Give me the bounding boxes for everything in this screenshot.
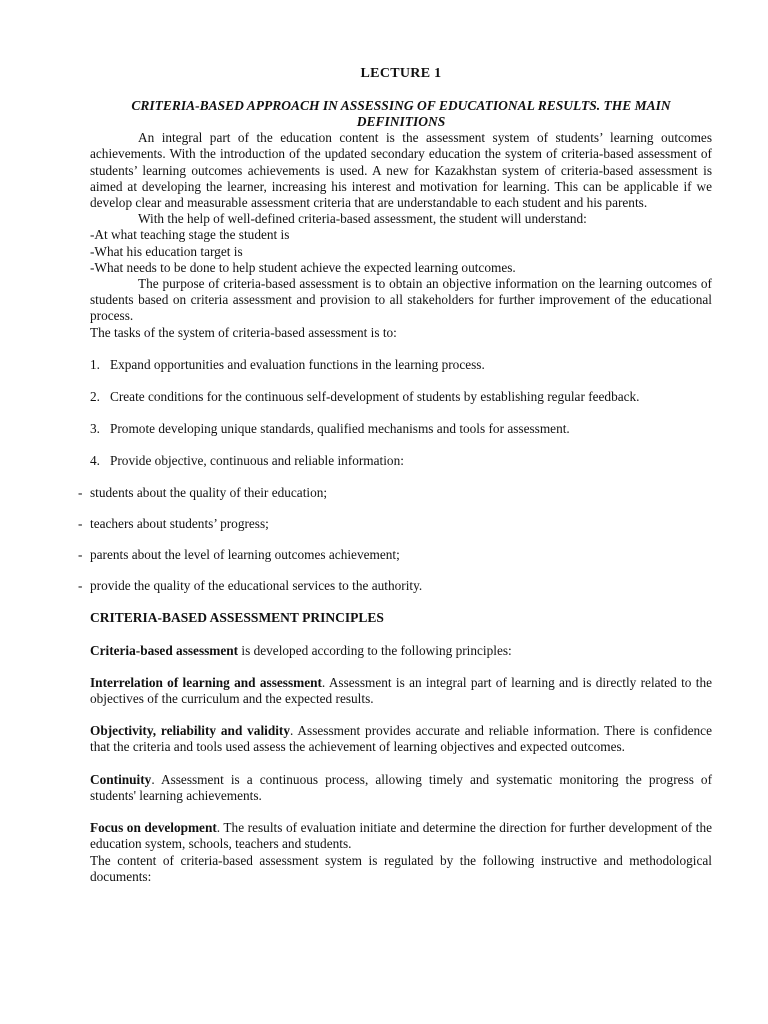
understand-list bbox=[90, 227, 712, 276]
principle-description: . Assessment provides accurate and reliable information. There is confidence that the criteria and tools used assess the achievement of learning objectives and expected outcomes. bbox=[90, 723, 712, 755]
task-item bbox=[90, 421, 712, 437]
understand-intro: With the help of well-defined criteria-based assessment, the student will understand: bbox=[138, 211, 587, 227]
task-item bbox=[90, 357, 712, 373]
intro-paragraph: An integral part of the education content is the assessment system of students’ learning outcomes achievements. With the introduction of the updated secondary education the system of criteria-based assessment of students’ learning outcomes achievements is used. A new for Kazakhstan system of criteria-based assessment is aimed at developing the learner, increasing his interest and motivation for learning. This can be applicable if we develop clear and measurable assessment criteria that are understandable to each student and his parents. bbox=[90, 130, 712, 211]
principle-paragraph bbox=[90, 820, 712, 852]
principle-description: . Assessment is a continuous process, allowing timely and systematic monitoring the progress of students' learning achievements. bbox=[90, 771, 712, 803]
principle-description: . Assessment is an integral part of learning and is directly related to the objectives of the curriculum and the expected results. bbox=[90, 674, 712, 707]
principles-intro-rest: is developed according to the following principles: bbox=[238, 642, 512, 658]
info-target-item bbox=[78, 547, 712, 563]
dash-marker: - bbox=[78, 484, 83, 500]
dash-marker: - bbox=[78, 547, 83, 563]
principle-paragraph bbox=[90, 675, 712, 707]
principle-name: Focus on development bbox=[90, 820, 217, 836]
task-text: Create conditions for the continuous self-development of students by establishing regular feedback. bbox=[109, 389, 640, 405]
understand-item: -What his education target is bbox=[90, 243, 243, 259]
principles-intro-bold: Criteria-based assessment bbox=[90, 642, 239, 658]
lecture-title: LECTURE 1 bbox=[360, 66, 442, 81]
principle-name: Interrelation of learning and assessment bbox=[90, 674, 322, 690]
closing-paragraph: The content of criteria-based assessment system is regulated by the following instructive and methodological documents: bbox=[90, 852, 712, 884]
principle-name: Objectivity, reliability and validity bbox=[90, 723, 291, 739]
task-number: 2. bbox=[90, 389, 100, 405]
info-target-text: teachers about students’ progress; bbox=[90, 515, 269, 531]
principle-paragraph bbox=[90, 723, 712, 755]
info-target-item bbox=[78, 515, 712, 532]
lecture-subtitle: CRITERIA-BASED APPROACH IN ASSESSING OF EDUCATIONAL RESULTS. THE MAIN DEFINITIONS bbox=[131, 98, 671, 130]
purpose-paragraph: The purpose of criteria-based assessment is to obtain an objective information on the learning outcomes of students based on criteria assessment and provision to all stakeholders for further improvement of the educational process. bbox=[90, 276, 712, 324]
task-number: 1. bbox=[90, 356, 100, 372]
task-number: 4. bbox=[90, 453, 100, 469]
info-target-text: parents about the level of learning outcomes achievement; bbox=[90, 547, 400, 563]
task-text: Promote developing unique standards, qualified mechanisms and tools for assessment. bbox=[109, 421, 570, 437]
principles-intro bbox=[90, 643, 712, 659]
info-target-text: students about the quality of their education; bbox=[90, 484, 328, 500]
info-target-item bbox=[78, 578, 712, 594]
principle-name: Continuity bbox=[90, 771, 152, 787]
info-target-item bbox=[78, 484, 712, 501]
understand-item: -What needs to be done to help student achieve the expected learning outcomes. bbox=[90, 259, 516, 275]
principle-description: . The results of evaluation initiate and determine the direction for further development of the education system, schools, teachers and students. bbox=[90, 820, 712, 852]
task-number: 3. bbox=[90, 421, 100, 437]
dash-marker: - bbox=[78, 515, 83, 531]
tasks-intro: The tasks of the system of criteria-based assessment is to: bbox=[90, 324, 397, 340]
dash-marker: - bbox=[78, 578, 83, 594]
info-target-text: provide the quality of the educational services to the authority. bbox=[90, 578, 423, 594]
task-item bbox=[90, 389, 712, 405]
task-item bbox=[90, 453, 712, 469]
understand-item: -At what teaching stage the student is bbox=[90, 227, 290, 243]
task-text: Expand opportunities and evaluation functions in the learning process. bbox=[109, 356, 485, 372]
task-text: Provide objective, continuous and reliable information: bbox=[109, 453, 404, 469]
principle-paragraph bbox=[90, 772, 712, 804]
tasks-list bbox=[90, 357, 712, 470]
info-targets-list bbox=[78, 484, 712, 595]
principles-heading: CRITERIA-BASED ASSESSMENT PRINCIPLES bbox=[90, 610, 384, 626]
